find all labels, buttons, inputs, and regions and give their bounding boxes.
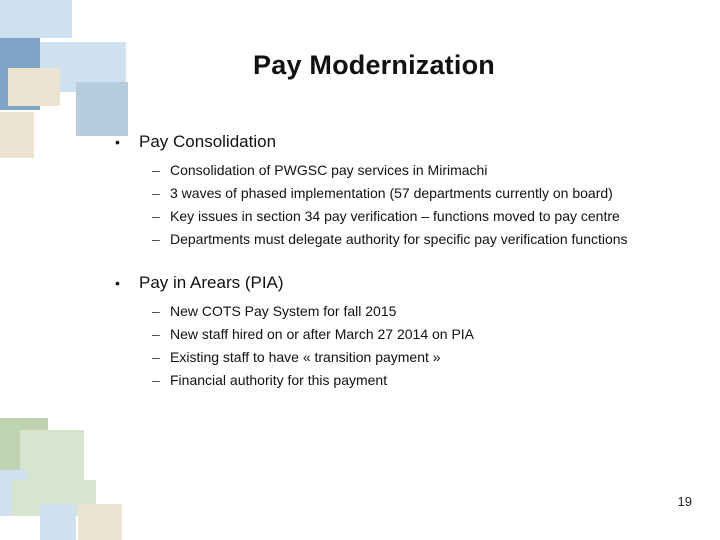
dash-icon: – [152,349,160,365]
list-item-text: Existing staff to have « transition payment » [170,349,441,365]
bullet-dot-icon: • [115,134,120,150]
list-item-text: New staff hired on or after March 27 2014 on PIA [170,326,475,342]
bullet-line [115,132,628,152]
bullet-label: Pay in Arears (PIA) [139,273,284,292]
dash-icon: – [152,185,160,201]
decor-square-top-1 [0,0,72,38]
bullet-dot-icon: • [115,275,120,291]
list-item-text: 3 waves of phased implementation (57 departments currently on board) [170,185,613,201]
list-item [152,369,474,392]
dash-icon: – [152,326,160,342]
list-item-text: Financial authority for this payment [170,372,388,388]
page-number: 19 [677,494,692,509]
list-item [152,205,628,228]
list-item-text: Key issues in section 34 pay verification – functions moved to pay centre [170,208,620,224]
decor-square-bottom-6 [78,504,122,540]
list-item [152,228,628,251]
dash-icon: – [152,231,160,247]
bullet-label: Pay Consolidation [139,132,277,151]
list-item [152,182,628,205]
bullet-line [115,273,474,293]
list-item [152,300,474,323]
bullet-section-pay-in-arears [115,273,474,392]
list-item [152,323,474,346]
list-item-text: Departments must delegate authority for specific pay verification functions [170,231,628,247]
decor-square-bottom-2 [20,430,84,482]
slide-title: Pay Modernization [253,50,495,80]
list-item-text: New COTS Pay System for fall 2015 [170,303,397,319]
list-item-text: Consolidation of PWGSC pay services in Mirimachi [170,162,488,178]
decor-square-bottom-5 [40,504,76,540]
decor-square-top-4 [76,82,128,136]
dash-icon: – [152,372,160,388]
sub-list [152,300,474,392]
sub-list [152,159,628,251]
dash-icon: – [152,303,160,319]
bullet-section-pay-consolidation [115,132,628,251]
dash-icon: – [152,208,160,224]
list-item [152,346,474,369]
decor-square-top-6 [0,112,34,158]
list-item [152,159,628,182]
dash-icon: – [152,162,160,178]
